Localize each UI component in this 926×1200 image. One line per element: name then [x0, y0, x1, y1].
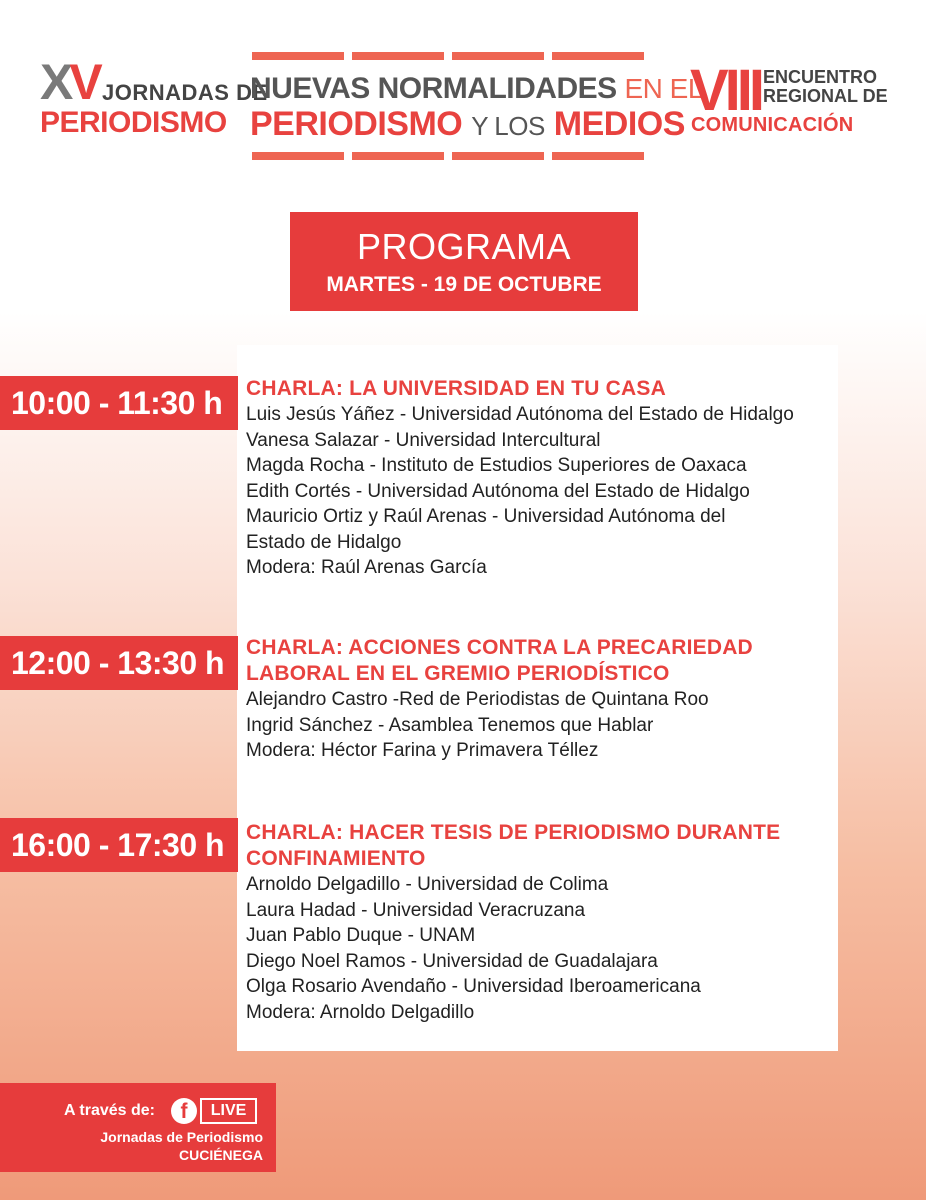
time-tab-session-2: 12:00 - 13:30 h	[0, 636, 238, 690]
session-3-line: Juan Pablo Duque - UNAM	[246, 925, 476, 946]
session-2	[246, 635, 836, 764]
session-1	[246, 376, 836, 581]
title-line-1-main: NUEVAS NORMALIDADES	[250, 72, 617, 105]
session-1-line: Edith Cortés - Universidad Autónoma del Estado de Hidalgo	[246, 480, 750, 502]
session-2-line: Ingrid Sánchez - Asamblea Tenemos que Hablar	[246, 714, 654, 736]
title-line-1-small: EN EL	[624, 73, 703, 104]
session-3	[246, 820, 836, 1025]
facebook-icon: f	[171, 1098, 197, 1124]
comunicacion-logo-text: COMUNICACIÓN	[691, 114, 854, 136]
roman-x: X	[40, 54, 70, 110]
session-3-line: Diego Noel Ramos - Universidad de Guadalajara	[246, 950, 658, 972]
programa-banner	[290, 212, 638, 311]
xv-roman-numeral	[40, 54, 99, 110]
live-badge: LIVE	[200, 1098, 257, 1124]
footer-live-box	[0, 1083, 276, 1172]
time-tab-session-3: 16:00 - 17:30 h	[0, 818, 238, 872]
title-top-bars	[252, 52, 644, 60]
footer-campus: CUCIÉNEGA	[178, 1147, 263, 1163]
session-1-moderator: Modera: Raúl Arenas García	[246, 557, 487, 578]
session-1-line: Vanesa Salazar - Universidad Intercultural	[246, 429, 601, 451]
title-line-2-end: MEDIOS	[553, 105, 685, 143]
session-3-line: Laura Hadad - Universidad Veracruzana	[246, 899, 586, 921]
session-3-moderator: Modera: Arnoldo Delgadillo	[246, 1001, 475, 1023]
session-1-title: CHARLA: LA UNIVERSIDAD EN TU CASA	[246, 377, 666, 400]
periodismo-logo-text: PERIODISMO	[40, 106, 227, 139]
session-1-line: Estado de Hidalgo	[246, 531, 402, 553]
session-3-title: CONFINAMIENTO	[246, 847, 426, 870]
session-2-title: LABORAL EN EL GREMIO PERIODÍSTICO	[246, 662, 670, 685]
regional-de-label: REGIONAL DE	[763, 86, 888, 106]
via-label: A través de:	[64, 1102, 155, 1119]
session-3-title: CHARLA: HACER TESIS DE PERIODISMO DURANTE	[246, 821, 781, 844]
time-tab-session-1: 10:00 - 11:30 h	[0, 376, 238, 430]
jornadas-de-label: JORNADAS DE	[102, 80, 268, 105]
programa-date: MARTES - 19 DE OCTUBRE	[326, 273, 602, 296]
session-3-line: Olga Rosario Avendaño - Universidad Iberoamericana	[246, 976, 701, 997]
session-1-line: Magda Rocha - Instituto de Estudios Superiores de Oaxaca	[246, 455, 747, 476]
session-3-line: Arnoldo Delgadillo - Universidad de Colima	[246, 874, 609, 895]
session-1-line: Luis Jesús Yáñez - Universidad Autónoma del Estado de Hidalgo	[246, 404, 794, 425]
session-2-title: CHARLA: ACCIONES CONTRA LA PRECARIEDAD	[246, 636, 753, 659]
programa-title: PROGRAMA	[356, 226, 572, 267]
roman-v: V	[69, 54, 99, 110]
session-1-line: Mauricio Ortiz y Raúl Arenas - Universidad Autónoma del	[246, 506, 726, 527]
title-line-1	[250, 73, 703, 105]
session-2-moderator: Modera: Héctor Farina y Primavera Téllez	[246, 740, 599, 761]
encuentro-label: ENCUENTRO	[763, 67, 878, 87]
title-bottom-bars	[252, 152, 644, 160]
title-line-2	[250, 106, 685, 144]
viii-roman-numeral: VIII	[690, 58, 762, 123]
title-line-2-main: PERIODISMO	[250, 105, 463, 143]
title-line-2-small: Y LOS	[471, 111, 545, 141]
session-2-line: Alejandro Castro -Red de Periodistas de Quintana Roo	[246, 689, 709, 710]
footer-page-name: Jornadas de Periodismo	[100, 1129, 263, 1145]
